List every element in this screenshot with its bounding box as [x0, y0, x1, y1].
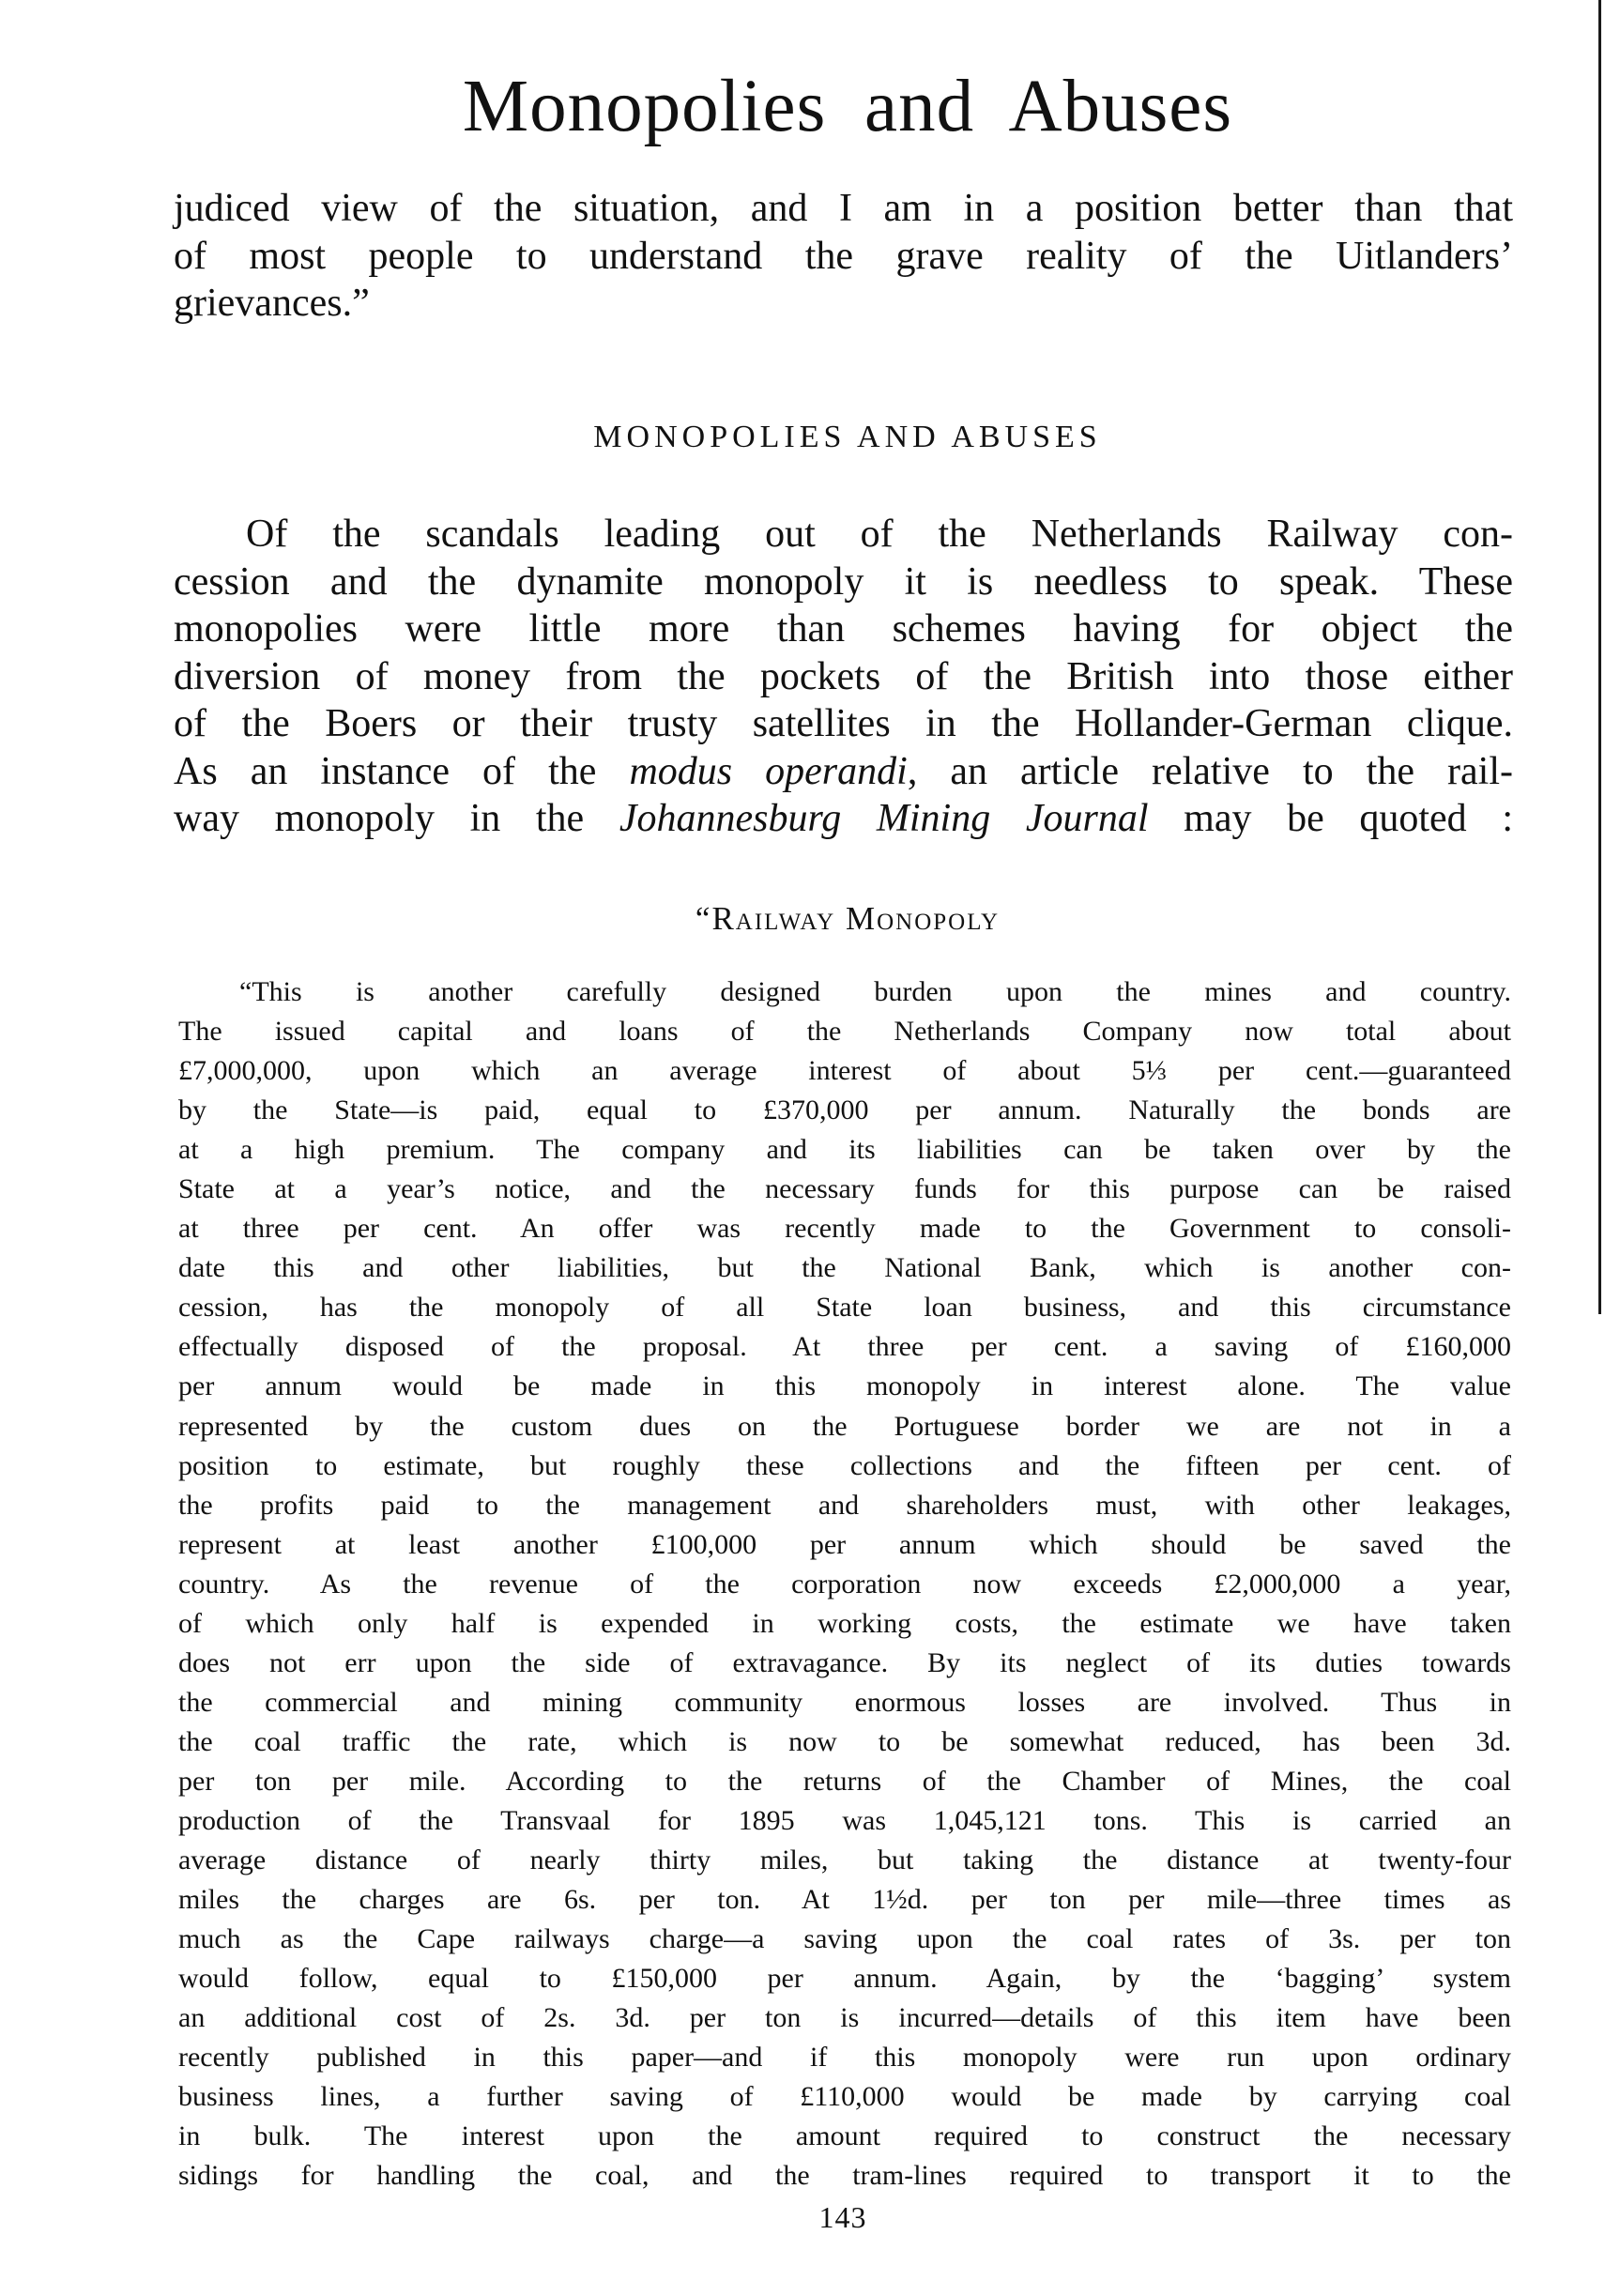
- section-heading: MONOPOLIES AND ABUSES: [593, 420, 1102, 454]
- text-line: per annum would be made in this monopoly in interest alone. The value: [178, 1370, 1511, 1402]
- text-line: the commercial and mining community enormous losses are involved. Thus in: [178, 1686, 1511, 1718]
- text-line: judiced view of the situation, and I am in a position better than that: [174, 187, 1513, 230]
- text-line: in bulk. The interest upon the amount required to construct the necessary: [178, 2120, 1511, 2152]
- text-line: £7,000,000, upon which an average interest of about 5⅓ per cent.—guaranteed: [178, 1055, 1511, 1087]
- text-segment: , an article relative to the rail-: [907, 749, 1513, 793]
- text-line: effectually disposed of the proposal. At three per cent. a saving of £160,000: [178, 1331, 1511, 1363]
- text-line: at a high premium. The company and its liabilities can be taken over by the: [178, 1134, 1511, 1166]
- text-line: monopolies were little more than schemes having for object the: [174, 607, 1513, 651]
- text-line: of most people to understand the grave reality of the Uitlanders’: [174, 234, 1513, 278]
- italic-journal-title: Johannesburg Mining Journal: [619, 797, 1149, 840]
- quote-heading: “Railway Monopoly: [695, 900, 1001, 937]
- text-line: average distance of nearly thirty miles, but taking the distance at twenty-four: [178, 1844, 1511, 1876]
- text-line: by the State—is paid, equal to £370,000 per annum. Naturally the bonds are: [178, 1094, 1511, 1126]
- text-line: business lines, a further saving of £110,000 would be made by carrying coal: [178, 2081, 1511, 2113]
- text-line: per ton per mile. According to the returns of the Chamber of Mines, the coal: [178, 1765, 1511, 1797]
- text-line: the profits paid to the management and shareholders must, with other leakages,: [178, 1489, 1511, 1521]
- text-line: sidings for handling the coal, and the tram-lines required to transport it to the: [178, 2160, 1511, 2192]
- text-line: recently published in this paper—and if this monopoly were run upon ordinary: [178, 2042, 1511, 2074]
- text-line: at three per cent. An offer was recently made to the Government to consoli-: [178, 1213, 1511, 1245]
- text-line: “This is another carefully designed burden upon the mines and country.: [239, 976, 1511, 1007]
- text-line: of the Boers or their trusty satellites in the Hollander-German clique.: [174, 702, 1513, 745]
- text-segment: may be quoted :: [1148, 797, 1513, 840]
- text-line: does not err upon the side of extravagance. By its neglect of its duties towards: [178, 1646, 1511, 1678]
- text-line: The issued capital and loans of the Netherlands Company now total about: [178, 1016, 1511, 1048]
- text-segment: As an instance of the: [174, 749, 630, 793]
- page-number: 143: [818, 2200, 867, 2234]
- page-edge-rule: [1598, 0, 1601, 1314]
- text-line: position to estimate, but roughly these collections and the fifteen per cent. of: [178, 1449, 1511, 1481]
- italic-phrase-modus-operandi: modus operandi: [629, 749, 908, 793]
- block-quote: [178, 972, 1511, 2196]
- paragraph-1: [174, 185, 1513, 328]
- text-line: represent at least another £100,000 per annum which should be saved the: [178, 1528, 1511, 1560]
- text-line: [174, 748, 1513, 796]
- text-line: production of the Transvaal for 1895 was 1,045,121 tons. This is carried an: [178, 1804, 1511, 1836]
- text-segment: way monopoly in the: [174, 797, 619, 840]
- text-line: State at a year’s notice, and the necessary funds for this purpose can be raised: [178, 1173, 1511, 1205]
- text-line: the coal traffic the rate, which is now to be somewhat reduced, has been 3d.: [178, 1725, 1511, 1757]
- text-line: miles the charges are 6s. per ton. At 1½d. per ton per mile—three times as: [178, 1884, 1511, 1916]
- text-line: Of the scandals leading out of the Netherlands Railway con-: [246, 513, 1513, 556]
- paragraph-2: [174, 511, 1513, 843]
- text-line: of which only half is expended in working costs, the estimate we have taken: [178, 1607, 1511, 1639]
- text-line: cession, has the monopoly of all State loan business, and this circumstance: [178, 1292, 1511, 1324]
- text-line: country. As the revenue of the corporation now exceeds £2,000,000 a year,: [178, 1568, 1511, 1600]
- text-line: [174, 795, 1513, 843]
- text-line: grievances.”: [174, 282, 370, 325]
- running-title: Monopolies and Abuses: [462, 66, 1233, 147]
- text-line: date this and other liabilities, but the National Bank, which is another con-: [178, 1252, 1511, 1284]
- text-line: an additional cost of 2s. 3d. per ton is incurred—details of this item have been: [178, 2002, 1511, 2034]
- text-line: would follow, equal to £150,000 per annum. Again, by the ‘bagging’ system: [178, 1963, 1511, 1995]
- text-line: represented by the custom dues on the Portuguese border we are not in a: [178, 1410, 1511, 1442]
- text-line: much as the Cape railways charge—a saving upon the coal rates of 3s. per ton: [178, 1923, 1511, 1955]
- text-line: cession and the dynamite monopoly it is needless to speak. These: [174, 559, 1513, 604]
- text-line: diversion of money from the pockets of the British into those either: [174, 654, 1513, 698]
